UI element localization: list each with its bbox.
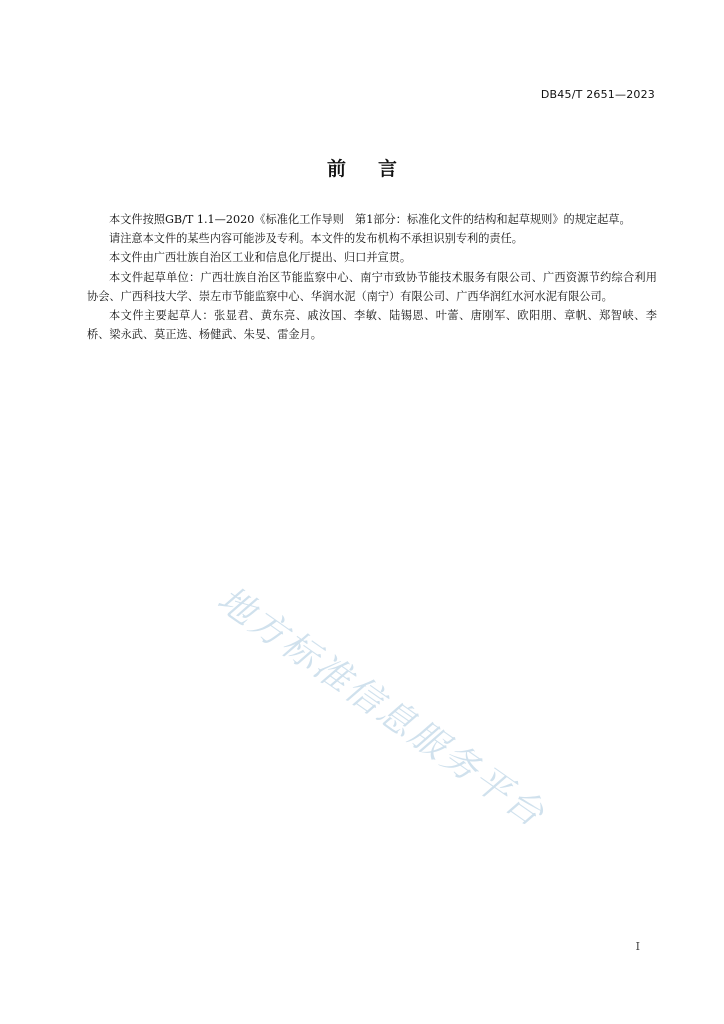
paragraph-proposer: 本文件由广西壮族自治区工业和信息化厅提出、归口并宣贯。 xyxy=(109,251,412,265)
paragraph-drafters: 本文件主要起草人：张显君、黄东亮、戚汝国、李敏、陆锡恩、叶蕾、唐刚军、欧阳朋、章帆、郑智峡、李桥、梁永武、莫正选、杨健武、朱旻、雷金月。 xyxy=(87,309,657,342)
page-title xyxy=(0,154,724,181)
paragraph-drafting-rules: 本文件按照GB/T 1.1—2020《标准化工作导则 第1部分：标准化文件的结构和起草规则》的规定起草。 xyxy=(109,213,631,226)
foreword-body xyxy=(87,210,657,344)
paragraph-patent-notice: 请注意本文件的某些内容可能涉及专利。本文件的发布机构不承担识别专利的责任。 xyxy=(109,232,523,246)
document-code: DB45/T 2651—2023 xyxy=(540,88,655,101)
page-number: I xyxy=(635,940,640,953)
title-char-2: 言 xyxy=(378,158,398,180)
paragraph-drafting-units: 本文件起草单位：广西壮族自治区节能监察中心、南宁市致协节能技术服务有限公司、广西资源节约综合利用协会、广西科技大学、崇左市节能监察中心、华润水泥（南宁）有限公司、广西华润红水河水泥有限公司。 xyxy=(87,270,657,303)
watermark-text: 地方标准信息服务平台 xyxy=(209,578,553,837)
title-char-1: 前 xyxy=(326,158,346,180)
